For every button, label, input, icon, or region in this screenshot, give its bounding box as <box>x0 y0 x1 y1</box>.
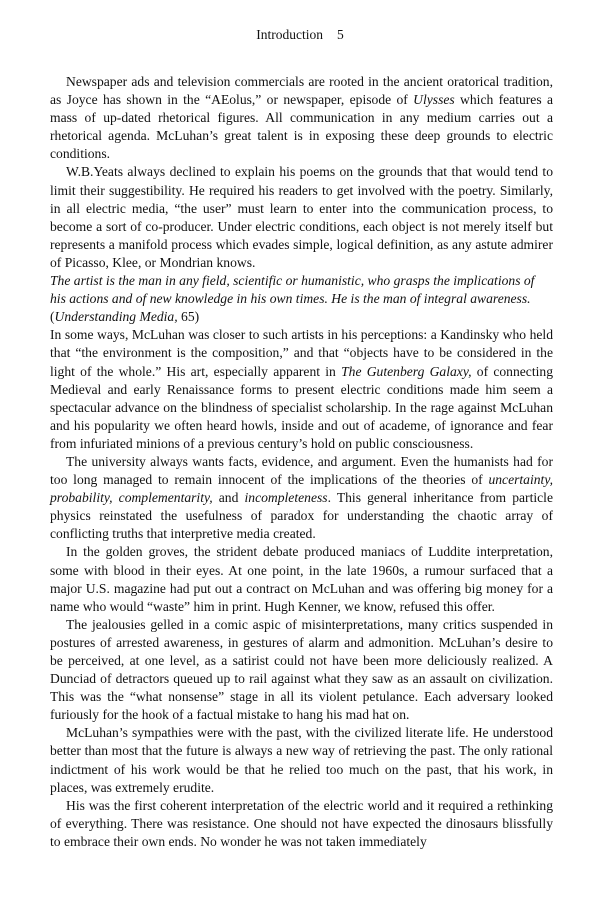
cite-paren: ( <box>50 309 55 325</box>
paragraph-4 <box>50 453 553 543</box>
text-span: . This general inheritance from particle physics reinstated the usefulness of paradox for understanding the chaotic array of conflicting truths that interpretive media created. <box>50 490 553 542</box>
text-span: which features a mass of up-dated rhetorical figures. All communication in any medium carries out a rhetorical agenda. McLuhan’s great talent is in exposing these deep grounds to electric conditions. <box>50 92 553 162</box>
title-ulysses: Ulysses <box>413 92 455 108</box>
text-span: Newspaper ads and television commercials are rooted in the ancient oratorical tradition, as Joyce has shown in the “AEolus,” or newspaper, episode of <box>50 74 553 108</box>
paragraph-7: McLuhan’s sympathies were with the past, with the civilized literate life. He understood better than most that the future is always a new way of retrieving the past. The only rational indictment of his work would be that he relied too much on the past, that his work, in places, was extremely erudite. <box>50 725 553 795</box>
page-body <box>50 73 553 851</box>
text-span: and <box>212 490 245 506</box>
paragraph-3 <box>50 326 553 453</box>
page-number: 5 <box>337 27 344 42</box>
cite-page: 65) <box>177 309 200 325</box>
paragraph-2: W.B.Yeats always declined to explain his poems on the grounds that that would tend to limit their suggestibility. He required his readers to get involved with the poetry. Similarly, in all electric media, “the user” must learn to enter into the communication process, to become a sort of co-producer. Under electric conditions, each object is not merely itself but represents a manifold process which evades simple, logical definition, as any astute admirer of Picasso, Klee, or Mondrian knows. <box>50 164 553 270</box>
running-head <box>0 27 600 43</box>
quote-text: The artist is the man in any field, scientific or humanistic, who grasps the implications of his actions and of new knowledge in his own times. He is the man of integral awareness. <box>50 273 535 307</box>
block-quote <box>50 272 553 326</box>
italic-term: incompleteness <box>244 490 328 506</box>
paragraph-1 <box>50 73 553 163</box>
running-head-title: Introduction <box>256 27 323 42</box>
italic-terms: uncertainty, probability, complementarity, <box>50 472 553 506</box>
paragraph-8: His was the first coherent interpretation of the electric world and it required a rethinking of everything. There was resistance. One should not have expected the dinosaurs blissfully to embrace their own ends. No wonder he was not taken immediately <box>50 797 553 849</box>
paragraph-6: The jealousies gelled in a comic aspic of misinterpretations, many critics suspended in postures of arrested awareness, in gestures of alarm and admonition. McLuhan’s desire to be perceived, at one level, as a satirist could not have been more deliciously realized. A Dunciad of detractors queued up to rail against what they saw as an assault on civilization. This was the “what nonsense” stage in all its violent petulance. Each adversary looked furiously for the hook of a factual mistake to hang his mad hat on. <box>50 616 553 723</box>
paragraph-5: In the golden groves, the strident debate produced maniacs of Luddite interpretation, some with blood in their eyes. At one point, in the late 1960s, a rumour surfaced that a major U.S. magazine had put out a contract on McLuhan and was offering big money for a name who would “waste” him in print. Hugh Kenner, we know, refused this offer. <box>50 544 553 614</box>
quote-citation <box>50 309 199 324</box>
text-span: The university always wants facts, evidence, and argument. Even the humanists had for too long managed to remain innocent of the implications of the theories of <box>50 453 553 488</box>
cite-title: Understanding Media, <box>54 309 178 325</box>
text-span: of connecting Medieval and early Renaissance forms to present electric conditions made him seem a spectacular advance on the blindness of specialist scholarship. In the rage against McLuhan and his popularity we often heard howls, inside and out of academe, of ignorance and fear from infuriated minions of a previous century’s hold on public consciousness. <box>50 363 553 451</box>
text-span: In some ways, McLuhan was closer to such artists in his perceptions: a Kandinsky who held that “the environment is the composition,” and that “objects have to be considered in the light of the whole.” His art, especially apparent in <box>50 327 553 379</box>
title-gutenberg-galaxy: The Gutenberg Galaxy, <box>341 363 472 379</box>
